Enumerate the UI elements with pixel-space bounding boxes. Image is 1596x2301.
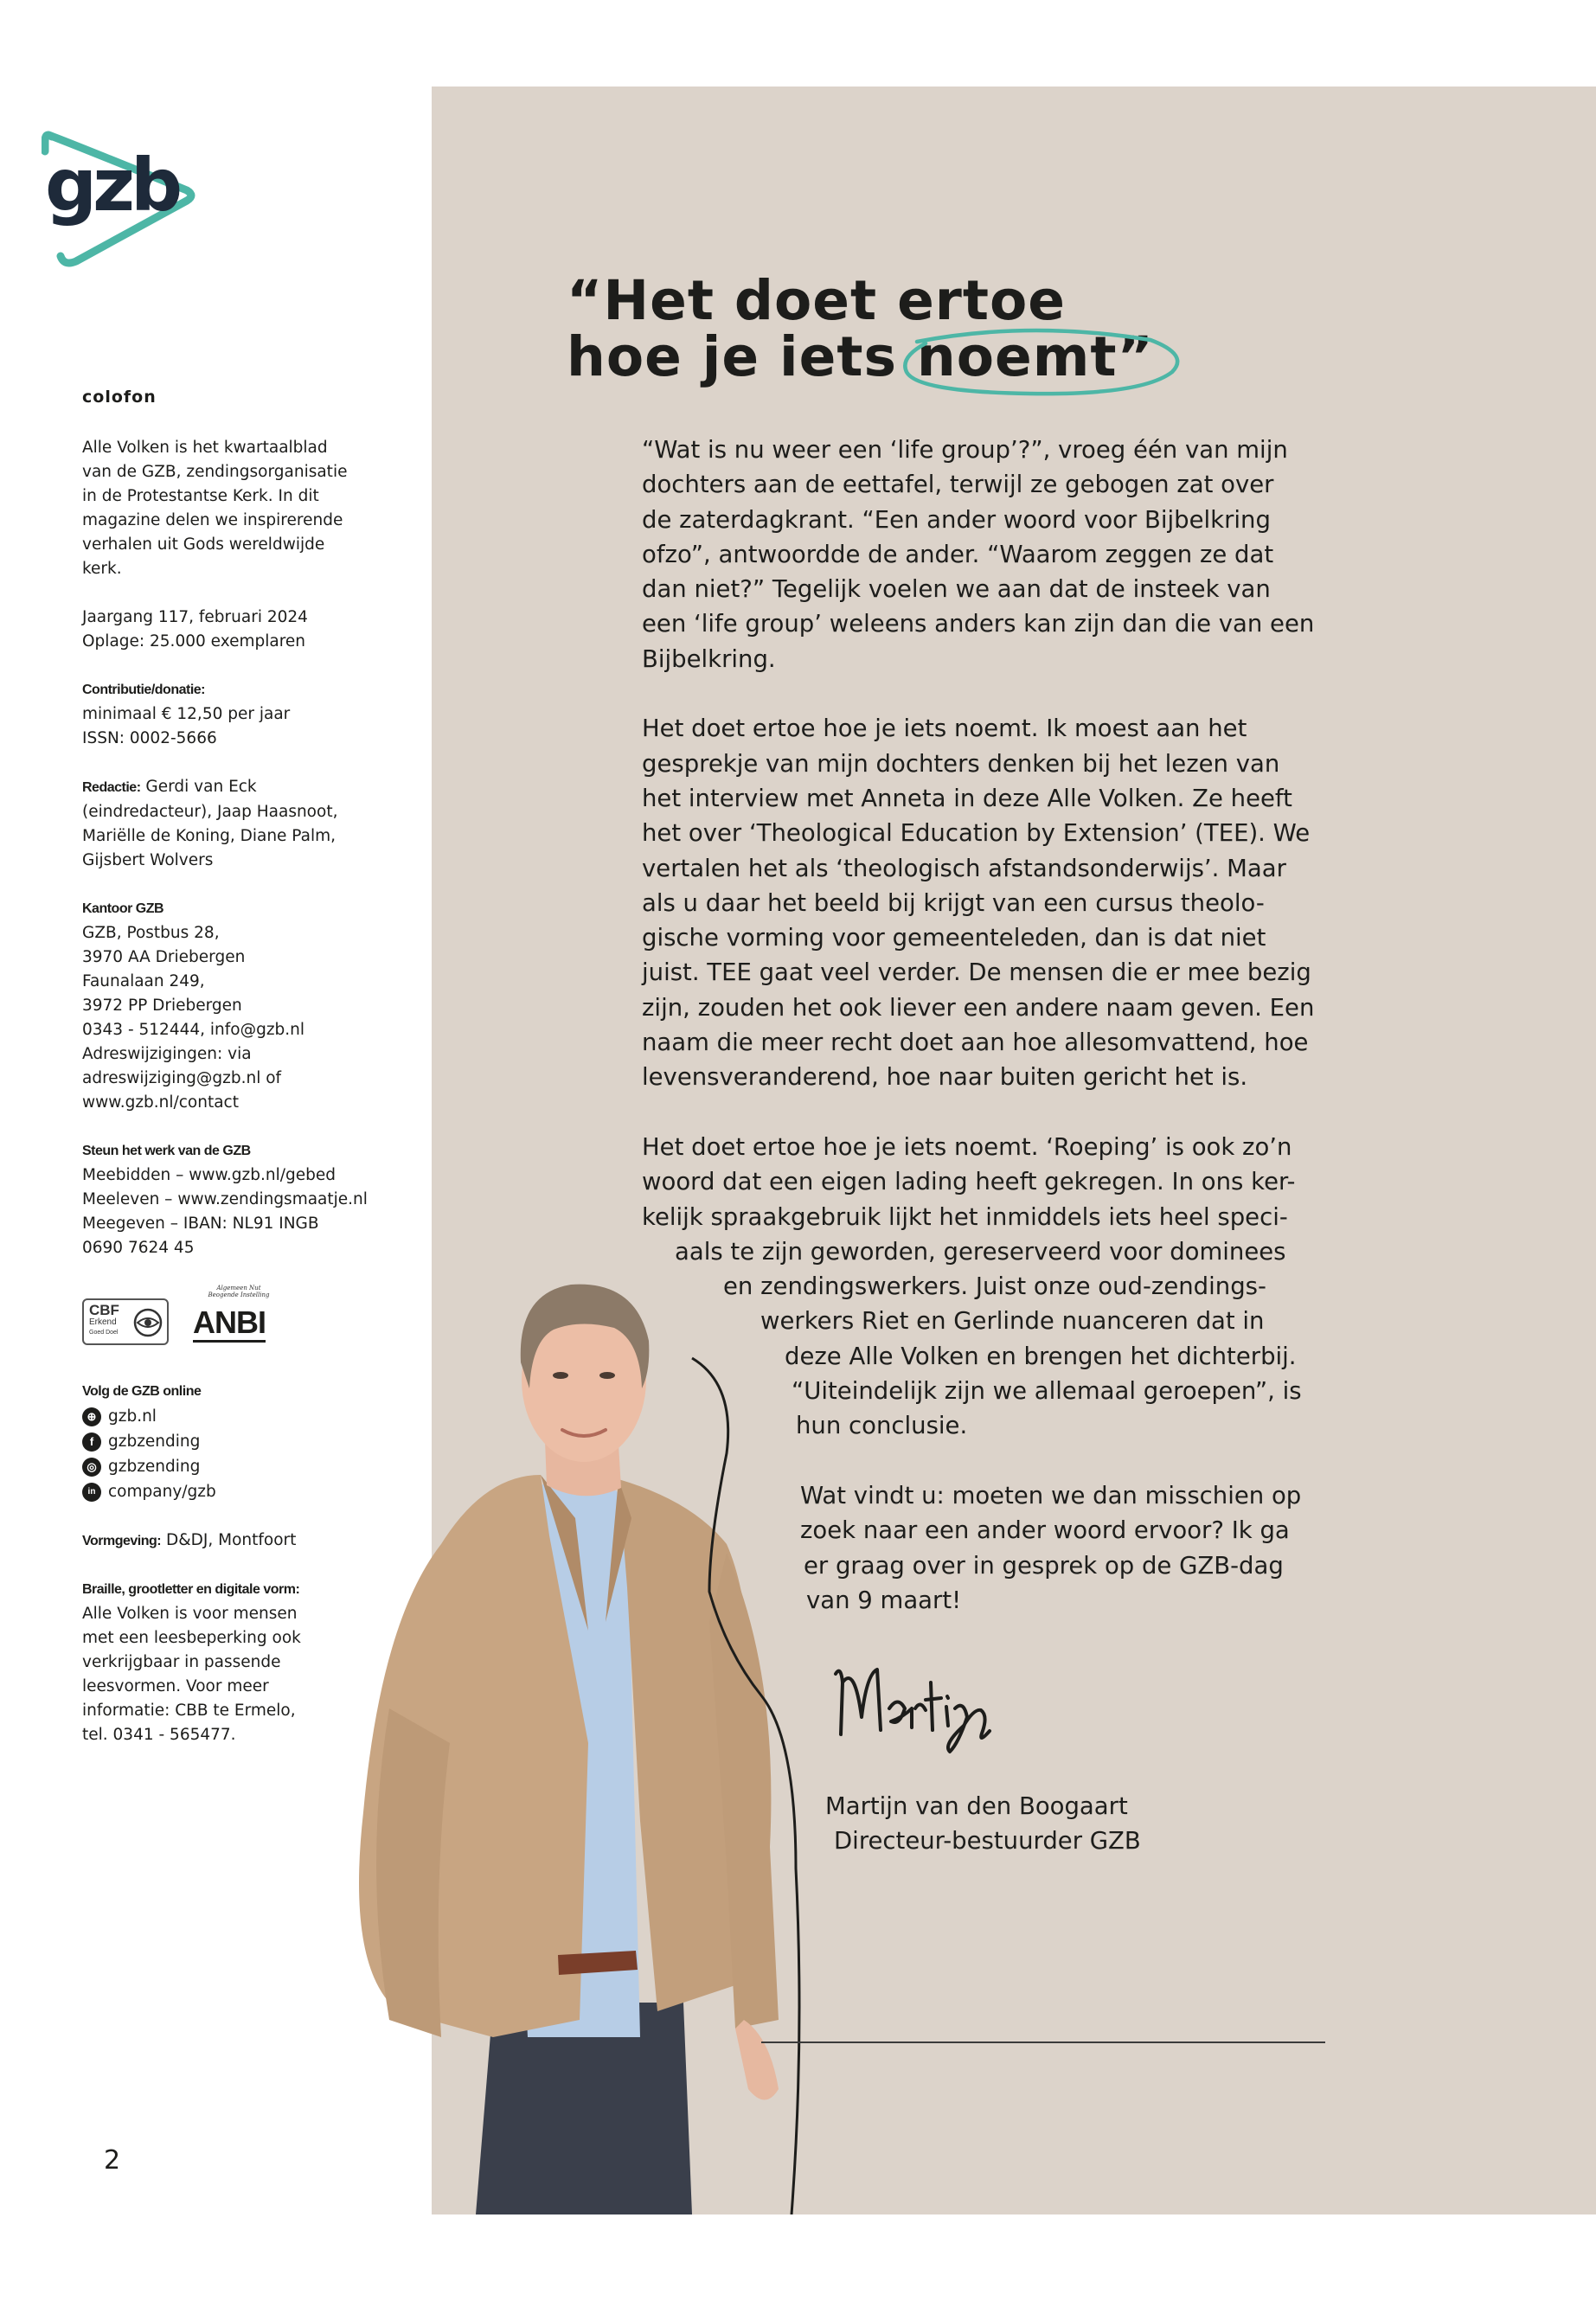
body-line: van 9 maart! (806, 1586, 962, 1614)
kantoor-heading: Kantoor GZB (82, 901, 164, 916)
issn-line: ISSN: 0002-5666 (82, 729, 217, 747)
online-heading: Volg de GZB online (82, 1384, 202, 1399)
body-line: aals te zijn geworden, gereserveerd voor dominees (675, 1237, 1286, 1266)
colofon-contributie (82, 678, 394, 751)
colofon-redactie (82, 775, 394, 873)
colofon-kantoor (82, 897, 394, 1115)
body-line: Wat vindt u: moeten we dan misschien op (800, 1481, 1302, 1509)
signature-image (829, 1648, 1019, 1760)
body-line: levensveranderend, hoe naar buiten gericht het is. (642, 1063, 1248, 1092)
kantoor-line: 3972 PP Driebergen (82, 997, 242, 1015)
body-line: vertalen het als ‘theologisch afstandsonderwijs’. Maar (642, 854, 1286, 882)
colofon-edition (82, 606, 394, 654)
cbf-erkend: Erkend (89, 1317, 117, 1327)
colofon-steun (82, 1139, 394, 1260)
edition-line: Jaargang 117, februari 2024 (82, 608, 308, 626)
anbi-subtitle: Algemeen Nut Beogende Instelling (208, 1285, 270, 1298)
body-line: “Wat is nu weer een ‘life group’?”, vroeg één van mijn (642, 436, 1288, 464)
facebook-icon: f (82, 1433, 101, 1452)
braille-line: informatie: CBB te Ermelo, (82, 1702, 296, 1720)
vormgeving-value: D&DJ, Montfoort (161, 1531, 297, 1549)
globe-icon: ⊕ (82, 1407, 101, 1426)
page-number: 2 (104, 2145, 121, 2176)
body-line: zijn, zouden het ook liever een andere naam geven. Een (642, 993, 1315, 1022)
kantoor-line: 3970 AA Driebergen (82, 948, 246, 966)
social-label: gzbzending (108, 1458, 201, 1476)
body-line: gesprekje van mijn dochters denken bij het lezen van (642, 749, 1280, 778)
body-line: hun conclusie. (796, 1412, 968, 1440)
body-line: het over ‘Theological Education by Extension’ (TEE). We (642, 819, 1311, 848)
redactie-line: (eindredacteur), Jaap Haasnoot, (82, 803, 338, 821)
social-label: gzbzending (108, 1433, 201, 1451)
body-line: het interview met Anneta in deze Alle Volken. Ze heeft (642, 784, 1292, 812)
body-line: zoek naar een ander woord ervoor? Ik ga (800, 1516, 1290, 1545)
title-line: “Het doet ertoe (567, 269, 1066, 332)
braille-line: leesvormen. Voor meer (82, 1677, 269, 1695)
body-line: Het doet ertoe hoe je iets noemt. ‘Roeping’ is ook zo’n (642, 1132, 1292, 1161)
body-line: en zendingswerkers. Juist onze oud-zendings- (723, 1272, 1266, 1301)
body-line: als u daar het beeld bij krijgt van een cursus theolo- (642, 888, 1265, 917)
body-line: juist. TEE gaat veel verder. De mensen die er mee bezig (642, 958, 1311, 987)
intro-line: kerk. (82, 560, 122, 578)
body-line: deze Alle Volken en brengen het dichterbij. (785, 1342, 1297, 1370)
author-name: Martijn van den Boogaart (825, 1792, 1128, 1820)
kantoor-email-link: adreswijziging@gzb.nl of (82, 1069, 282, 1087)
paragraph-2 (642, 711, 1325, 1094)
redactie-heading: Redactie: (82, 780, 141, 795)
steun-line: Meegeven – IBAN: NL91 INGB (82, 1215, 319, 1233)
body-line: woord dat een eigen lading heeft gekregen. In ons ker- (642, 1168, 1296, 1196)
article-body (642, 433, 1325, 1618)
linkedin-icon: in (82, 1483, 101, 1502)
kantoor-phone-email: 0343 - 512444, info@gzb.nl (82, 1021, 305, 1039)
intro-line: verhalen uit Gods wereldwijde (82, 535, 325, 554)
body-line: de zaterdagkrant. “Een ander woord voor Bijbelkring (642, 505, 1271, 534)
title-highlight-ellipse (900, 324, 1185, 402)
steun-line: Meeleven – www.zendingsmaatje.nl (82, 1190, 368, 1208)
body-line: Bijbelkring. (642, 644, 776, 673)
cbf-sub (89, 1317, 118, 1337)
body-line: kelijk spraakgebruik lijkt het inmiddels iets heel speci- (642, 1202, 1288, 1231)
cbf-label: CBF (89, 1302, 119, 1318)
colofon-title: colofon (82, 388, 157, 407)
kantoor-line: Adreswijzigingen: via (82, 1045, 252, 1063)
social-label: company/gzb (108, 1483, 216, 1501)
logo-text: gzb (45, 143, 179, 228)
cbf-goed-doel: Goed Doel (89, 1330, 119, 1336)
kantoor-contact-link: www.gzb.nl/contact (82, 1093, 239, 1112)
body-line: gische vorming voor gemeenteleden, dan is dat niet (642, 924, 1266, 952)
body-line: werkers Riet en Gerlinde nuanceren dat in (760, 1307, 1265, 1336)
intro-line: in de Protestantse Kerk. In dit (82, 487, 319, 505)
paragraph-4 (642, 1478, 1325, 1618)
body-line: “Uiteindelijk zijn we allemaal geroepen”, is (792, 1377, 1302, 1406)
redactie-line: Gerdi van Eck (140, 778, 257, 796)
steun-heading: Steun het werk van de GZB (82, 1144, 251, 1158)
body-line: dochters aan de eettafel, terwijl ze gebogen zat over (642, 471, 1274, 499)
kantoor-line: Faunalaan 249, (82, 972, 205, 990)
kantoor-line: GZB, Postbus 28, (82, 924, 220, 942)
title-line: hoe je iets noemt” (567, 325, 1154, 388)
colofon-intro (82, 436, 394, 581)
intro-line: van de GZB, zendingsorganisatie (82, 463, 348, 481)
braille-line: met een leesbeperking ook (82, 1629, 301, 1647)
cbf-eye-icon (132, 1307, 163, 1338)
contributie-line: minimaal € 12,50 per jaar (82, 705, 291, 723)
paragraph-3 (642, 1130, 1325, 1444)
contributie-heading: Contributie/donatie: (82, 683, 205, 697)
gzb-logo[interactable] (42, 130, 197, 272)
redactie-line: Mariëlle de Koning, Diane Palm, (82, 827, 337, 845)
body-line: dan niet?” Tegelijk voelen we aan dat de insteek van (642, 575, 1271, 604)
author-signature-block (825, 1789, 1141, 1858)
body-line: ofzo”, antwoordde de ander. “Waarom zeggen ze dat (642, 540, 1274, 568)
paragraph-1 (642, 433, 1325, 676)
steun-line: Meebidden – www.gzb.nl/gebed (82, 1166, 336, 1184)
author-role: Directeur-bestuurder GZB (834, 1827, 1141, 1855)
anbi-label: ANBI (193, 1305, 266, 1343)
redactie-line: Gijsbert Wolvers (82, 851, 214, 869)
intro-line: Alle Volken is het kwartaalblad (82, 439, 328, 457)
body-line: naam die meer recht doet aan hoe allesomvattend, hoe (642, 1029, 1309, 1057)
circulation-line: Oplage: 25.000 exemplaren (82, 632, 305, 651)
cbf-badge (82, 1298, 169, 1345)
intro-line: magazine delen we inspirerende (82, 511, 343, 529)
braille-line: Alle Volken is voor mensen (82, 1605, 298, 1623)
braille-phone: tel. 0341 - 565477. (82, 1726, 236, 1744)
instagram-icon: ◎ (82, 1458, 101, 1477)
braille-line: verkrijgbaar in passende (82, 1653, 281, 1671)
anbi-badge (193, 1285, 279, 1345)
body-line: Het doet ertoe hoe je iets noemt. Ik moest aan het (642, 715, 1247, 743)
braille-heading: Braille, grootletter en digitale vorm: (82, 1582, 300, 1597)
steun-line: 0690 7624 45 (82, 1239, 195, 1257)
vormgeving-heading: Vormgeving: (82, 1534, 162, 1548)
social-label: gzb.nl (108, 1407, 157, 1426)
body-line: er graag over in gesprek op de GZB-dag (804, 1551, 1284, 1580)
bottom-divider (761, 2041, 1325, 2043)
body-line: een ‘life group’ weleens anders kan zijn dan die van een (642, 610, 1315, 638)
